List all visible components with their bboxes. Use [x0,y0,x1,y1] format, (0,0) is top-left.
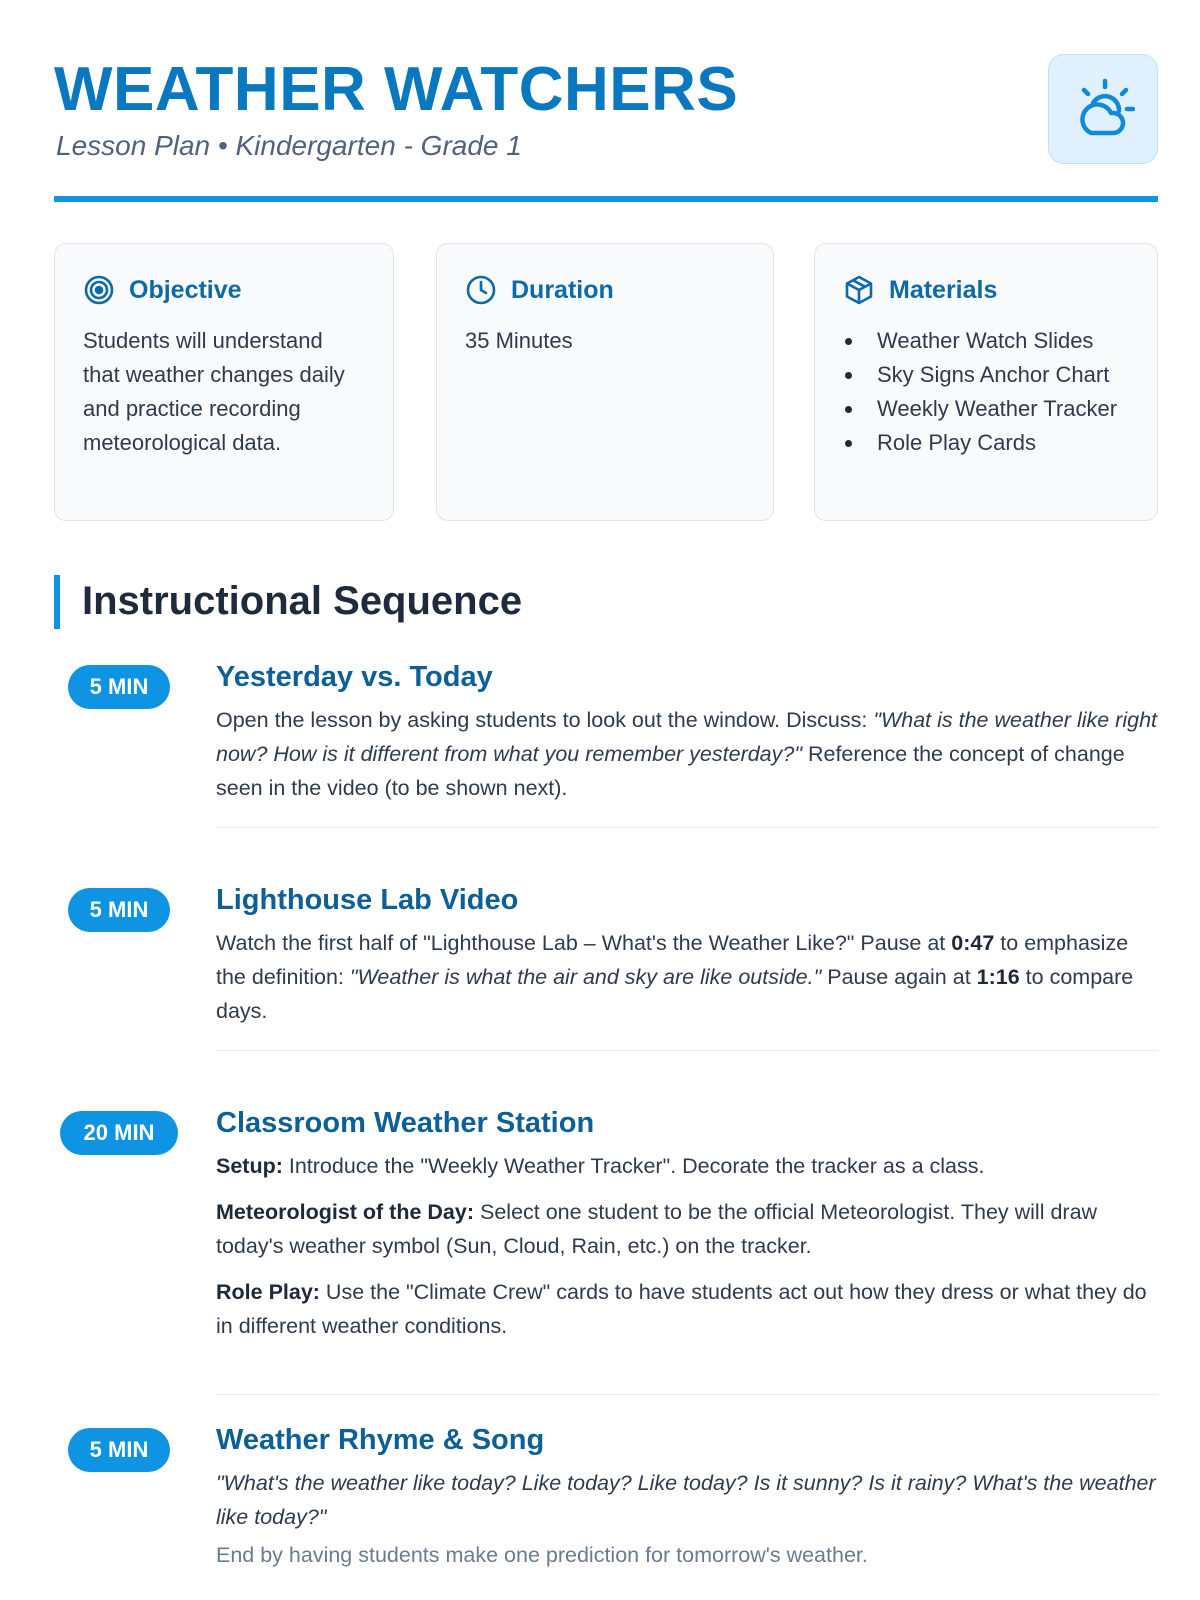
step-text: Open the lesson by asking students to look out the window. Discuss: [216,708,874,732]
materials-card [814,243,1158,521]
station-item-label: Meteorologist of the Day: [216,1200,475,1224]
page-title: WEATHER WATCHERS [54,55,739,124]
step-text: Pause again at [821,965,977,989]
materials-item: Role Play Cards [843,426,1129,460]
duration-text: 35 Minutes [465,328,573,353]
video-timestamp: 1:16 [976,965,1020,989]
step-text: Watch the first half of "Lighthouse Lab – What's the Weather Like?" Pause at [216,931,952,955]
step-quote: "Weather is what the air and sky are like outside." [349,965,822,989]
page-header [54,52,1158,202]
station-item [216,1195,1158,1263]
step-divider [216,1050,1158,1051]
time-badge: 5 MIN [68,888,170,932]
song-lyrics: "What's the weather like today? Like today? Like today? Is it sunny? Is it rainy? What's the weather like today?" [216,1471,1156,1529]
cloud-sun-icon [1071,77,1135,141]
station-item [216,1275,1158,1343]
video-timestamp: 0:47 [951,931,995,955]
time-badge: 5 MIN [68,1428,170,1472]
time-badge: 20 MIN [60,1111,178,1155]
closing-text: End by having students make one prediction for tomorrow's weather. [216,1543,868,1567]
station-item-text: Use the "Climate Crew" cards to have students act out how they dress or what they do in different weather conditions. [216,1280,1147,1338]
step-title: Lighthouse Lab Video [216,884,519,916]
step-quote: "What is the weather like right now? How is it different from what you remember yesterday?" [216,708,1157,766]
materials-item: Weather Watch Slides [843,324,1129,358]
page-subtitle: Lesson Plan • Kindergarten - Grade 1 [56,130,522,161]
step-description [216,926,1158,1028]
step-description [216,1149,1158,1343]
step-text: to compare days. [216,965,1134,1023]
step-text: Reference the concept of change seen in the video (to be shown next). [216,742,1125,800]
step-description [216,703,1158,805]
step-description [216,1466,1158,1572]
step-divider [216,827,1158,828]
objective-text: Students will understand that weather changes daily and practice recording meteorological data. [83,328,345,455]
package-icon [843,274,875,306]
materials-item: Weekly Weather Tracker [843,392,1129,426]
station-item-text: Introduce the "Weekly Weather Tracker". Decorate the tracker as a class. [282,1154,985,1178]
duration-card [436,243,774,521]
duration-card-header [465,270,745,310]
time-badge: 5 MIN [68,665,170,709]
step-title: Classroom Weather Station [216,1107,595,1139]
target-icon [83,274,115,306]
station-item-text: Select one student to be the official Meteorologist. They will draw today's weather symbol (Sun, Cloud, Rain, etc.) on the tracker. [216,1200,1098,1258]
section-title: Instructional Sequence [82,579,523,623]
objective-card [54,243,394,521]
header-rule [54,196,1158,202]
section-accent-bar [54,575,60,629]
step-text: to emphasize the definition: [216,931,1129,989]
step-title: Yesterday vs. Today [216,661,493,693]
station-item-label: Setup: [216,1154,283,1178]
materials-title: Materials [889,275,998,304]
objective-title: Objective [129,275,242,304]
materials-card-header [843,270,1129,310]
clock-icon [465,274,497,306]
logo-badge [1048,54,1158,164]
materials-list [843,324,1129,460]
objective-card-header [83,270,365,310]
station-item-label: Role Play: [216,1280,320,1304]
step-title: Weather Rhyme & Song [216,1424,545,1456]
overview-cards [54,243,1158,521]
materials-item: Sky Signs Anchor Chart [843,358,1129,392]
step-divider [216,1394,1158,1395]
station-item [216,1149,1158,1183]
lesson-plan-page [54,0,1158,1600]
duration-title: Duration [511,275,614,304]
